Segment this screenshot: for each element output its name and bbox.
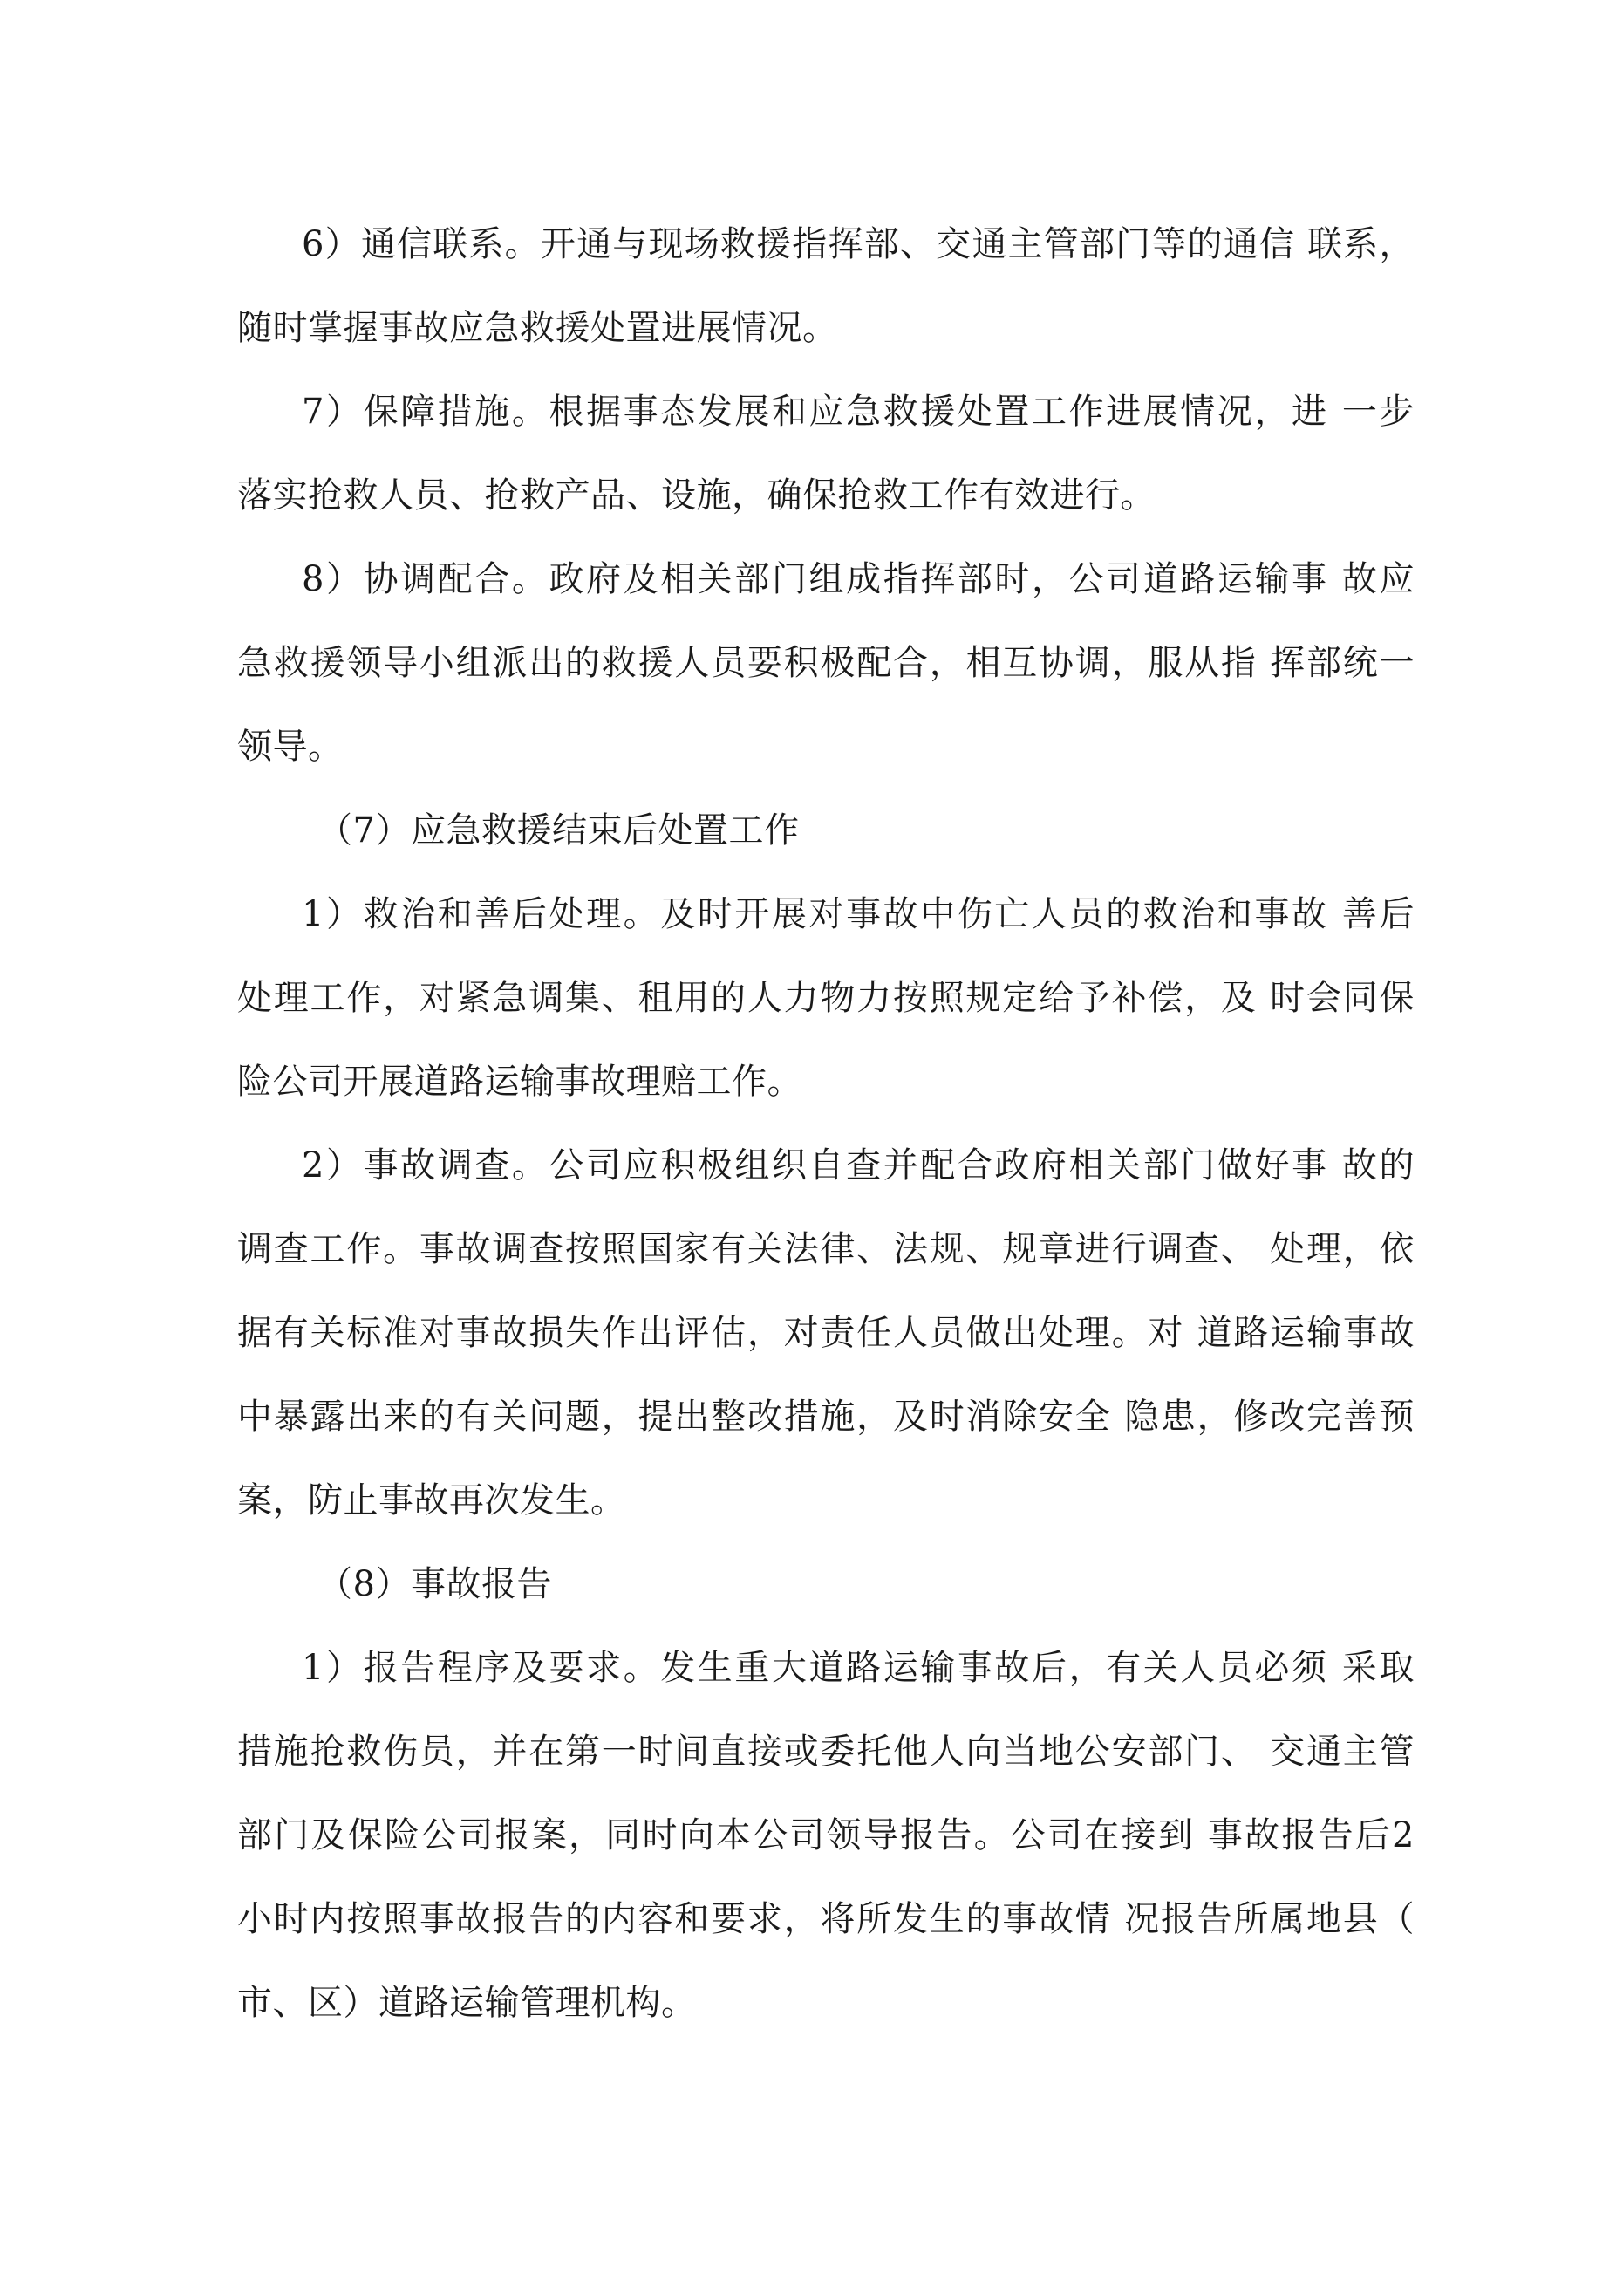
paragraph-line: 案，防止事故再次发生。 xyxy=(237,1480,626,1520)
paragraph-line: 7）保障措施。根据事态发展和应急救援处置工作进展情况，进 一步 xyxy=(302,392,1415,432)
paragraph-communication xyxy=(237,202,1415,370)
document-body xyxy=(237,202,1415,2045)
paragraph-line: 2）事故调查。公司应积极组织自查并配合政府相关部门做好事 故的 xyxy=(302,1145,1415,1186)
paragraph-treatment xyxy=(237,872,1415,1124)
paragraph-line: 随时掌握事故应急救援处置进展情况。 xyxy=(237,308,838,348)
section-heading-after-rescue: （7）应急救援结束后处置工作 xyxy=(317,810,800,851)
paragraph-report-procedure xyxy=(237,1626,1415,2045)
paragraph-line: 处理工作，对紧急调集、租用的人力物力按照规定给予补偿，及 时会同保 xyxy=(237,978,1415,1018)
paragraph-line: 急救援领导小组派出的救援人员要积极配合，相互协调，服从指 挥部统一 xyxy=(237,643,1415,683)
paragraph-safeguard xyxy=(237,370,1415,537)
paragraph-line: 1）报告程序及要求。发生重大道路运输事故后，有关人员必须 采取 xyxy=(302,1648,1415,1688)
paragraph-line: 调查工作。事故调查按照国家有关法律、法规、规章进行调查、 处理，依 xyxy=(237,1229,1415,1269)
paragraph-line: 险公司开展道路运输事故理赔工作。 xyxy=(237,1062,802,1102)
paragraph-line: 部门及保险公司报案，同时向本公司领导报告。公司在接到 事故报告后2 xyxy=(237,1815,1415,1855)
paragraph-line: 市、区）道路运输管理机构。 xyxy=(237,1983,697,2023)
paragraph-coordination xyxy=(237,537,1415,789)
paragraph-line: 落实抢救人员、抢救产品、设施，确保抢救工作有效进行。 xyxy=(237,475,1156,516)
paragraph-investigation xyxy=(237,1124,1415,1542)
paragraph-line: 8）协调配合。政府及相关部门组成指挥部时，公司道路运输事 故应 xyxy=(302,559,1415,599)
paragraph-line: 领导。 xyxy=(237,727,344,767)
paragraph-line: 小时内按照事故报告的内容和要求，将所发生的事故情 况报告所属地县（ xyxy=(237,1899,1415,1939)
paragraph-line: 据有关标准对事故损失作出评估，对责任人员做出处理。对 道路运输事故 xyxy=(237,1313,1415,1353)
paragraph-line: 1）救治和善后处理。及时开展对事故中伤亡人员的救治和事故 善后 xyxy=(302,894,1415,934)
paragraph-line: 6）通信联系。开通与现场救援指挥部、交通主管部门等的通信 联系， xyxy=(302,224,1415,264)
paragraph-line: 措施抢救伤员，并在第一时间直接或委托他人向当地公安部门、 交通主管 xyxy=(237,1732,1415,1772)
section-heading-accident-report: （8）事故报告 xyxy=(317,1564,552,1604)
paragraph-line: 中暴露出来的有关问题，提出整改措施，及时消除安全 隐患，修改完善预 xyxy=(237,1397,1415,1437)
